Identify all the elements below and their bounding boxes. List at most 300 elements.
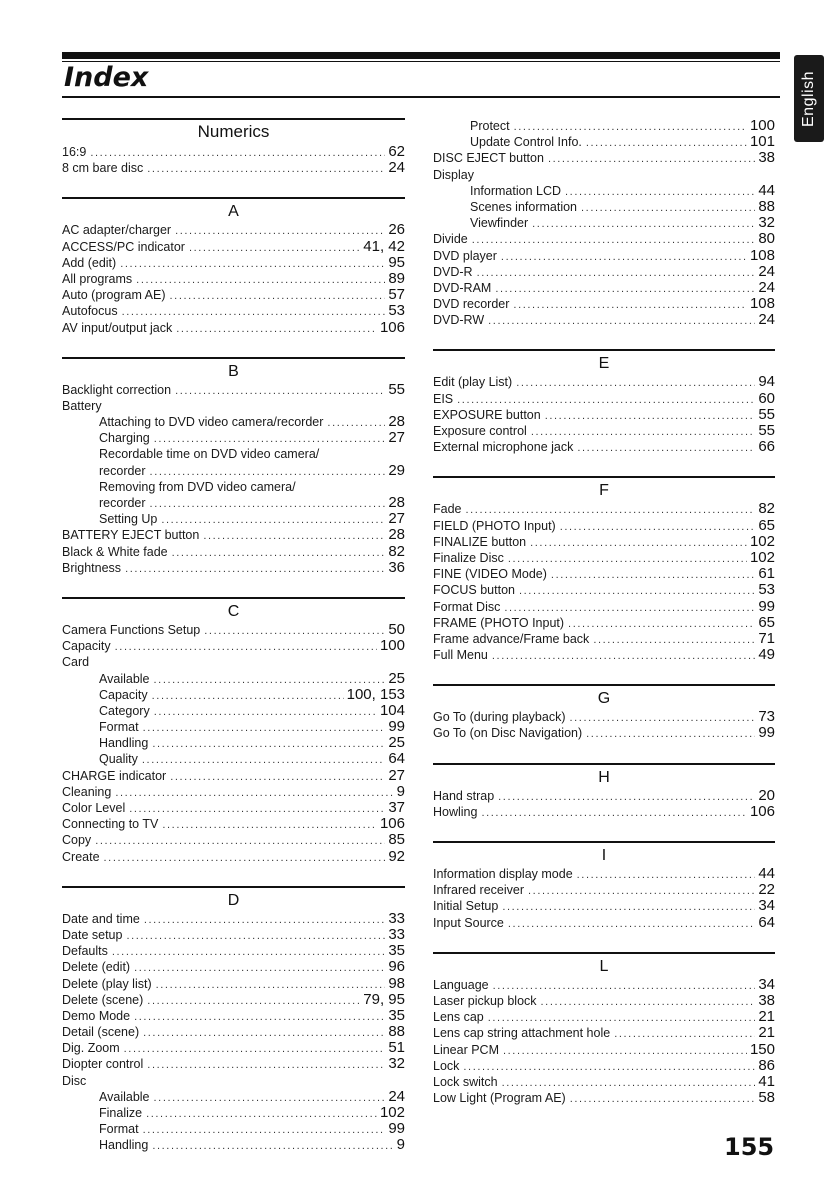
- dot-leader: [134, 960, 385, 976]
- dot-leader: [147, 993, 360, 1009]
- dot-leader: [142, 752, 385, 768]
- entry-term: recorder: [99, 463, 146, 478]
- entry-term: Backlight correction: [62, 382, 172, 397]
- entry-page: 51: [388, 1039, 405, 1057]
- index-entry: [62, 255, 405, 271]
- entry-term: Delete (play list): [62, 976, 152, 991]
- dot-leader: [457, 392, 755, 408]
- index-entry: [62, 287, 405, 303]
- index-entry: [62, 1008, 405, 1024]
- index-column-left: [62, 118, 405, 1154]
- entry-page: 38: [758, 991, 775, 1009]
- entry-term: Setting Up: [99, 512, 158, 527]
- entry-term: Handling: [99, 736, 149, 751]
- index-entry: [433, 167, 775, 183]
- entry-term: EXPOSURE button: [433, 407, 541, 422]
- index-entry: [62, 671, 405, 687]
- entry-term: recorder: [99, 496, 146, 510]
- entry-term: Delete (edit): [62, 960, 131, 975]
- dot-leader: [90, 145, 385, 161]
- entry-term: Defaults: [62, 944, 108, 959]
- index-entry: [62, 622, 405, 638]
- index-entry: [433, 1090, 775, 1106]
- index-entry: [433, 866, 775, 882]
- index-entry: [433, 550, 775, 566]
- index-section-l: [433, 952, 775, 1107]
- entry-page: 80: [758, 230, 775, 248]
- dot-leader: [488, 1010, 756, 1026]
- dot-leader: [125, 561, 385, 577]
- dot-leader: [134, 1009, 385, 1025]
- index-entry: [62, 703, 405, 719]
- index-entry: [433, 631, 775, 647]
- index-entry: [62, 1105, 405, 1121]
- index-entry: [433, 215, 775, 231]
- entry-term: Diopter control: [62, 1057, 144, 1072]
- index-entry: [433, 993, 775, 1009]
- index-entry: [433, 1042, 775, 1058]
- entry-term: Lock switch: [433, 1074, 498, 1089]
- index-entry: [62, 735, 405, 751]
- entry-page: 27: [388, 766, 405, 784]
- entry-term: Hand strap: [433, 788, 495, 803]
- entry-page: 25: [388, 669, 405, 687]
- index-entry: [62, 1137, 405, 1153]
- index-entry: [433, 183, 775, 199]
- index-entry: [62, 911, 405, 927]
- entry-term: Autofocus: [62, 304, 118, 319]
- entry-page: 86: [758, 1056, 775, 1074]
- entry-page: 65: [758, 613, 775, 631]
- dot-leader: [513, 297, 747, 313]
- index-entry: [433, 534, 775, 550]
- dot-leader: [154, 704, 377, 720]
- dot-leader: [508, 551, 747, 567]
- dot-leader: [147, 161, 385, 177]
- dot-leader: [531, 424, 756, 440]
- entry-term: Laser pickup block: [433, 993, 537, 1008]
- entry-page: 102: [379, 1104, 405, 1121]
- dot-leader: [492, 648, 755, 664]
- index-entry: [62, 382, 405, 398]
- index-entry: [62, 1056, 405, 1072]
- section-heading: E: [433, 349, 775, 374]
- dot-leader: [147, 1057, 385, 1073]
- entry-page: 108: [749, 246, 775, 264]
- entry-page: 61: [758, 565, 775, 583]
- dot-leader: [143, 720, 386, 736]
- index-entry: [62, 1089, 405, 1105]
- entry-term: Battery: [62, 398, 102, 413]
- index-entry: [62, 1040, 405, 1056]
- index-entry: [433, 582, 775, 598]
- entry-term: FINE (VIDEO Mode): [433, 567, 547, 582]
- index-section-g: [433, 684, 775, 741]
- entry-page: 66: [758, 438, 775, 456]
- entry-page: 71: [758, 629, 775, 647]
- entry-term: Full Menu: [433, 648, 488, 663]
- page-number: 155: [724, 1133, 775, 1161]
- entry-page: 55: [758, 422, 775, 439]
- entry-term: Protect: [470, 119, 510, 133]
- dot-leader: [126, 928, 385, 944]
- entry-page: 38: [758, 149, 775, 167]
- language-tab-label: English: [800, 70, 818, 127]
- index-entry: [433, 1058, 775, 1074]
- entry-page: 24: [388, 159, 405, 177]
- index-entry: [433, 915, 775, 931]
- entry-term: Demo Mode: [62, 1008, 131, 1023]
- index-entry: [62, 832, 405, 848]
- dot-leader: [175, 383, 385, 399]
- index-entry: [433, 280, 775, 296]
- entry-term: Format: [99, 1122, 139, 1137]
- entry-term: External microphone jack: [433, 440, 574, 455]
- entry-term: Format: [99, 720, 139, 735]
- entry-term: Color Level: [62, 801, 126, 815]
- entry-page: 99: [388, 1120, 405, 1138]
- entry-page: 104: [379, 701, 405, 719]
- dot-leader: [162, 817, 377, 833]
- section-heading: D: [62, 886, 405, 911]
- index-entry: [62, 446, 405, 462]
- index-entry: [433, 882, 775, 898]
- dot-leader: [581, 200, 755, 216]
- entry-page: 27: [388, 429, 405, 447]
- index-entry: [433, 423, 775, 439]
- dot-leader: [203, 528, 385, 544]
- page-title: Index: [64, 62, 149, 93]
- entry-page: 108: [749, 295, 775, 313]
- dot-leader: [204, 623, 385, 639]
- index-section-b: [62, 357, 405, 576]
- index-entry: [433, 898, 775, 914]
- dot-leader: [503, 1043, 747, 1059]
- entry-page: 28: [388, 413, 405, 431]
- index-entry: [62, 239, 405, 255]
- dot-leader: [144, 912, 385, 928]
- dot-leader: [501, 249, 747, 265]
- dot-leader: [189, 240, 360, 256]
- dot-leader: [488, 313, 755, 329]
- entry-page: 60: [758, 389, 775, 407]
- entry-page: 99: [388, 718, 405, 736]
- index-entry: [62, 479, 405, 495]
- dot-leader: [541, 994, 756, 1010]
- index-entry: [433, 134, 775, 150]
- index-entry: [62, 654, 405, 670]
- dot-leader: [519, 583, 755, 599]
- entry-page: 29: [388, 461, 405, 479]
- dot-leader: [154, 431, 386, 447]
- index-section-continued: [433, 118, 775, 328]
- dot-leader: [593, 632, 755, 648]
- index-entry: [433, 296, 775, 312]
- entry-page: 106: [379, 318, 405, 336]
- dot-leader: [472, 232, 756, 248]
- dot-leader: [568, 616, 755, 632]
- entry-page: 99: [758, 724, 775, 742]
- section-heading: A: [62, 197, 405, 222]
- entry-page: 41: [758, 1072, 775, 1090]
- index-entry: [62, 398, 405, 414]
- entry-page: 94: [758, 373, 775, 391]
- entry-page: 92: [388, 847, 405, 865]
- section-heading: L: [433, 952, 775, 977]
- dot-leader: [504, 600, 755, 616]
- entry-term: Go To (on Disc Navigation): [433, 726, 583, 741]
- entry-term: Language: [433, 977, 489, 992]
- dot-leader: [143, 1122, 386, 1138]
- dot-leader: [150, 464, 386, 480]
- index-entry: [62, 144, 405, 160]
- entry-page: 73: [758, 708, 775, 726]
- section-heading: G: [433, 684, 775, 709]
- entry-page: 24: [758, 311, 775, 329]
- entry-term: AC adapter/charger: [62, 223, 172, 238]
- index-entry: [433, 615, 775, 631]
- entry-term: DVD player: [433, 248, 497, 263]
- entry-page: 88: [388, 1023, 405, 1041]
- section-heading: Numerics: [62, 118, 405, 144]
- entry-page: 106: [749, 802, 775, 820]
- index-entry: [62, 927, 405, 943]
- entry-page: 28: [388, 526, 405, 544]
- dot-leader: [327, 415, 385, 431]
- section-heading: B: [62, 357, 405, 382]
- dot-leader: [508, 916, 755, 932]
- entry-term: Connecting to TV: [62, 817, 159, 832]
- entry-term: Available: [99, 1089, 150, 1104]
- index-entry: [62, 1024, 405, 1040]
- index-entry: [433, 1025, 775, 1041]
- entry-term: Lock: [433, 1058, 460, 1073]
- entry-page: 20: [758, 786, 775, 804]
- entry-page: 32: [388, 1055, 405, 1073]
- section-heading: I: [433, 841, 775, 866]
- entry-term: Attaching to DVD video camera/recorder: [99, 415, 324, 430]
- index-entry: [433, 407, 775, 423]
- entry-term: Information LCD: [470, 183, 562, 198]
- dot-leader: [577, 440, 755, 456]
- index-entry: [62, 430, 405, 446]
- entry-page: 88: [758, 197, 775, 215]
- dot-leader: [530, 535, 747, 551]
- entry-term: Linear PCM: [433, 1042, 499, 1057]
- index-entry: [62, 544, 405, 560]
- index-entry: [433, 977, 775, 993]
- entry-term: Go To (during playback): [433, 710, 566, 725]
- entry-term: Available: [99, 671, 150, 686]
- entry-page: 62: [388, 143, 405, 160]
- dot-leader: [548, 151, 755, 167]
- dot-leader: [172, 545, 386, 561]
- entry-term: FOCUS button: [433, 583, 515, 598]
- index-entry: [62, 463, 405, 479]
- entry-page: 89: [388, 269, 405, 287]
- index-entry: [62, 768, 405, 784]
- index-entry: [62, 160, 405, 176]
- dot-leader: [124, 1041, 386, 1057]
- index-entry: [62, 687, 405, 703]
- dot-leader: [545, 408, 756, 424]
- index-entry: [62, 511, 405, 527]
- index-entry: [433, 150, 775, 166]
- entry-page: 65: [758, 516, 775, 534]
- index-entry: [433, 1074, 775, 1090]
- index-entry: [62, 719, 405, 735]
- dot-leader: [586, 135, 747, 151]
- index-entry: [62, 527, 405, 543]
- index-entry: [62, 320, 405, 336]
- entry-page: 100: [379, 637, 405, 655]
- dot-leader: [122, 304, 386, 320]
- index-entry: [433, 566, 775, 582]
- index-entry: [62, 959, 405, 975]
- entry-term: Handling: [99, 1138, 149, 1153]
- entry-term: DISC EJECT button: [433, 151, 544, 166]
- entry-term: BATTERY EJECT button: [62, 528, 200, 543]
- entry-page: 150: [749, 1040, 775, 1058]
- dot-leader: [502, 1075, 756, 1091]
- dot-leader: [466, 502, 756, 518]
- index-entry: [62, 495, 405, 511]
- entry-term: FIELD (PHOTO Input): [433, 518, 556, 533]
- entry-term: Quality: [99, 752, 138, 767]
- entry-term: DVD-RW: [433, 313, 485, 328]
- entry-page: 44: [758, 865, 775, 882]
- index-entry: [62, 638, 405, 654]
- dot-leader: [528, 883, 755, 899]
- entry-term: Removing from DVD video camera/: [99, 479, 296, 494]
- dot-leader: [463, 1059, 755, 1075]
- entry-term: Create: [62, 849, 100, 864]
- index-entry: [433, 725, 775, 741]
- index-entry: [62, 414, 405, 430]
- entry-term: Card: [62, 655, 90, 670]
- top-rule-thin: [62, 61, 780, 62]
- entry-page: 53: [758, 581, 775, 599]
- entry-page: 41, 42: [363, 237, 405, 255]
- dot-leader: [477, 265, 756, 281]
- entry-term: Delete (scene): [62, 992, 144, 1007]
- dot-leader: [551, 567, 755, 583]
- dot-leader: [129, 801, 385, 817]
- dot-leader: [170, 769, 385, 785]
- index-entry: [433, 501, 775, 517]
- entry-term: Edit (play List): [433, 375, 513, 390]
- entry-term: AV input/output jack: [62, 320, 173, 335]
- entry-page: 28: [388, 494, 405, 511]
- index-section-f: [433, 476, 775, 663]
- dot-leader: [565, 184, 755, 200]
- index-section-c: [62, 597, 405, 865]
- entry-term: Input Source: [433, 915, 504, 930]
- entry-term: Finalize Disc: [433, 550, 504, 565]
- dot-leader: [120, 256, 385, 272]
- entry-term: Capacity: [99, 687, 148, 702]
- entry-page: 37: [388, 799, 405, 816]
- index-entry: [433, 231, 775, 247]
- entry-page: 9: [396, 1136, 405, 1154]
- section-heading: H: [433, 763, 775, 788]
- entry-page: 32: [758, 214, 775, 232]
- entry-term: Information display mode: [433, 867, 573, 881]
- entry-term: DVD-R: [433, 264, 473, 279]
- entry-term: Date setup: [62, 927, 123, 942]
- dot-leader: [150, 496, 386, 512]
- entry-page: 85: [388, 831, 405, 849]
- dot-leader: [152, 1138, 393, 1154]
- index-entry: [433, 804, 775, 820]
- entry-page: 53: [388, 302, 405, 320]
- entry-page: 101: [749, 133, 775, 151]
- entry-page: 24: [388, 1087, 405, 1105]
- entry-term: Fade: [433, 502, 462, 517]
- entry-page: 64: [758, 913, 775, 931]
- dot-leader: [577, 867, 756, 883]
- entry-term: Finalize: [99, 1106, 143, 1120]
- section-heading: F: [433, 476, 775, 501]
- index-entry: [62, 800, 405, 816]
- entry-page: 44: [758, 181, 775, 199]
- entry-page: 33: [388, 909, 405, 927]
- entry-term: Charging: [99, 431, 150, 446]
- dot-leader: [146, 1106, 377, 1122]
- index-section-e: [433, 349, 775, 455]
- index-entry: [62, 976, 405, 992]
- entry-term: Low Light (Program AE): [433, 1091, 566, 1106]
- dot-leader: [532, 216, 755, 232]
- entry-term: All programs: [62, 271, 133, 286]
- entry-term: 16:9: [62, 145, 87, 159]
- index-section-d: [62, 886, 405, 1154]
- entry-term: Update Control Info.: [470, 135, 582, 150]
- dot-leader: [156, 977, 386, 993]
- index-entry: [62, 849, 405, 865]
- entry-term: Date and time: [62, 911, 140, 926]
- entry-term: Category: [99, 703, 150, 718]
- entry-page: 21: [758, 1024, 775, 1042]
- entry-term: ACCESS/PC indicator: [62, 239, 185, 254]
- entry-page: 106: [379, 815, 405, 833]
- index-entry: [62, 1073, 405, 1089]
- entry-page: 49: [758, 646, 775, 664]
- index-entry: [433, 709, 775, 725]
- index-entry: [62, 992, 405, 1008]
- entry-term: Viewfinder: [470, 216, 529, 231]
- entry-term: Divide: [433, 232, 468, 247]
- entry-page: 55: [388, 380, 405, 398]
- index-entry: [433, 248, 775, 264]
- index-entry: [62, 751, 405, 767]
- dot-leader: [143, 1025, 385, 1041]
- index-entry: [433, 391, 775, 407]
- entry-page: 64: [388, 750, 405, 768]
- index-entry: [433, 599, 775, 615]
- index-entry: [62, 222, 405, 238]
- entry-page: 58: [758, 1089, 775, 1107]
- entry-page: 35: [388, 942, 405, 960]
- index-column-right: [433, 118, 775, 1106]
- entry-term: Copy: [62, 833, 92, 848]
- entry-term: Scenes information: [470, 199, 578, 214]
- entry-page: 27: [388, 510, 405, 528]
- index-entry: [433, 518, 775, 534]
- entry-term: DVD recorder: [433, 297, 510, 312]
- entry-term: Initial Setup: [433, 899, 499, 914]
- entry-term: Capacity: [62, 639, 111, 654]
